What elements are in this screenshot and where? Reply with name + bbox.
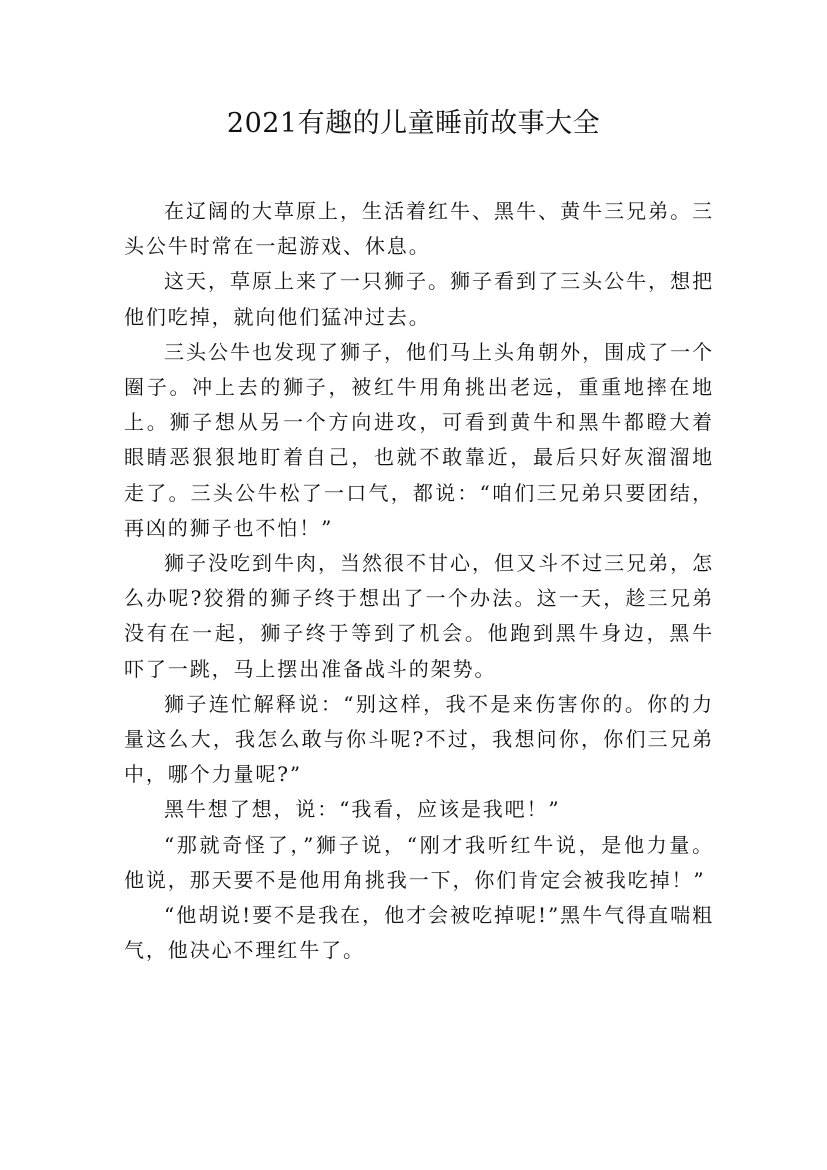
paragraph: 在辽阔的大草原上，生活着红牛、黑牛、黄牛三兄弟。三头公牛时常在一起游戏、休息。: [124, 199, 714, 259]
paragraph: “他胡说!要不是我在，他才会被吃掉呢!”黑牛气得直喘粗气，他决心不理红牛了。: [124, 903, 714, 963]
document-title: 2021有趣的儿童睡前故事大全: [226, 108, 601, 139]
paragraph: 这天，草原上来了一只狮子。狮子看到了三头公牛，想把他们吃掉，就向他们猛冲过去。: [124, 269, 714, 329]
document-body: [124, 194, 714, 968]
paragraph: 狮子没吃到牛肉，当然很不甘心，但又斗不过三兄弟，怎么办呢?狡猾的狮子终于想出了一个办法。这一天，趁三兄弟没有在一起，狮子终于等到了机会。他跑到黑牛身边，黑牛吓了一跳，马上摆出准备战斗的架势。: [124, 551, 714, 681]
paragraph: 狮子连忙解释说：“别这样，我不是来伤害你的。你的力量这么大，我怎么敢与你斗呢?不过，我想问你，你们三兄弟中，哪个力量呢?”: [124, 691, 714, 787]
paragraph: 三头公牛也发现了狮子，他们马上头角朝外，围成了一个圈子。冲上去的狮子，被红牛用角挑出老远，重重地摔在地上。狮子想从另一个方向进攻，可看到黄牛和黑牛都瞪大着眼睛恶狠狠地盯着自己，也就不敢靠近，最后只好灰溜溜地走了。三头公牛松了一口气，都说：“咱们三兄弟只要团结，再凶的狮子也不怕！”: [124, 339, 714, 540]
paragraph: 黑牛想了想，说：“我看，应该是我吧！”: [164, 797, 561, 822]
paragraph: “那就奇怪了，”狮子说，“刚才我听红牛说，是他力量。他说，那天要不是他用角挑我一下，你们肯定会被我吃掉！”: [124, 832, 714, 892]
